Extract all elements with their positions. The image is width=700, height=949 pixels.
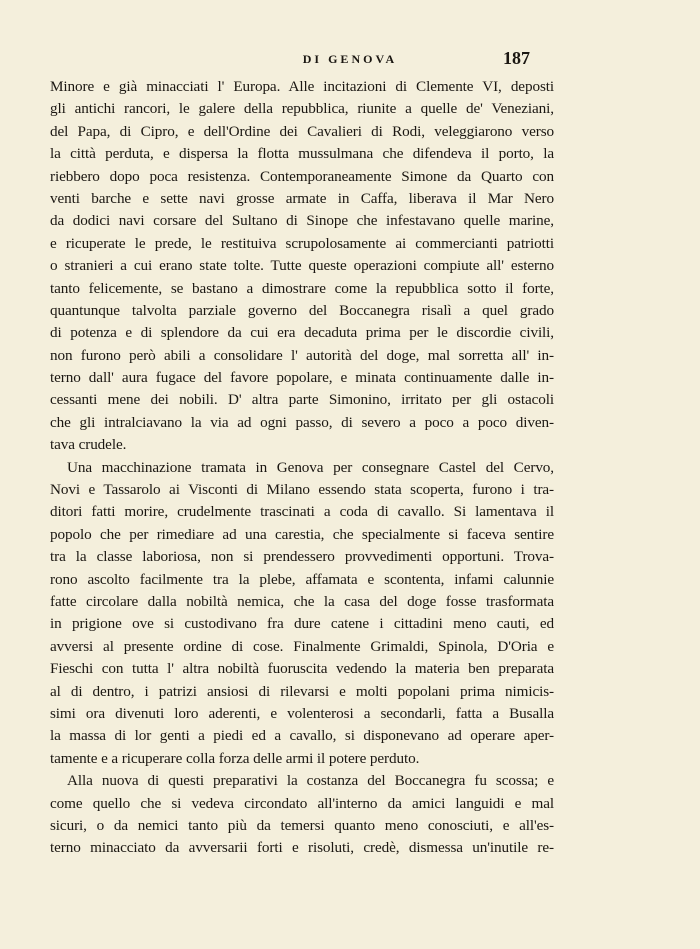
text-line: da dodici navi corsare del Sultano di Sinope che infestavano quelle marine,	[50, 212, 554, 230]
text-line: Fieschi con tutta l' altra nobiltà fuoruscita vedendo la materia ben preparata	[50, 660, 554, 678]
text-line: la massa di lor genti a piedi ed a cavallo, si disponevano ad operare aper-	[50, 727, 554, 745]
page-number: 187	[503, 48, 530, 68]
text-line: popolo che per rimediare ad una carestia, che specialmente si faceva sentire	[50, 525, 554, 543]
text-line: tra la classe laboriosa, non si prendessero provvedimenti opportuni. Trova-	[50, 548, 554, 566]
text-line: fatte circolare dalla nobiltà nemica, che la casa del doge fosse trasformata	[50, 592, 554, 610]
text-line: tava crudele.	[50, 436, 127, 454]
text-line: che gli intralciavano la via ad ogni passo, di severo a poco a poco diven-	[50, 413, 554, 431]
text-line: terno dall' aura fugace del favore popolare, e minata continuamente dalle in-	[50, 369, 554, 387]
text-line: o stranieri a cui erano state tolte. Tutte queste operazioni compiute all' esterno	[50, 257, 554, 275]
running-title: DI GENOVA	[302, 52, 398, 66]
text-line: sicuri, o da nemici tanto più da temersi quanto meno conosciuti, e all'es-	[50, 816, 554, 834]
text-line: del Papa, di Cipro, e dell'Ordine dei Cavalieri di Rodi, veleggiarono verso	[50, 122, 554, 140]
text-line: gli antichi rancori, le galere della repubblica, riunite a quelle de' Veneziani,	[50, 100, 554, 118]
text-line: di potenza e di splendore da cui era decaduta prima per le discordie civili,	[50, 324, 554, 342]
text-line: cessanti mene dei nobili. D' altra parte Simonino, irritato per gli ostacoli	[50, 391, 554, 409]
text-line: tanto felicemente, se bastano a dimostrare come la repubblica sotto il forte,	[50, 279, 554, 297]
text-line: tamente e a ricuperare colla forza delle armi il potere perduto.	[50, 749, 420, 767]
text-line: riebbero dopo poca resistenza. Contemporaneamente Simone da Quarto con	[50, 167, 554, 185]
text-line: terno minacciato da avversarii forti e risoluti, credè, dismessa un'inutile re-	[50, 839, 554, 857]
body-text	[50, 76, 554, 860]
running-head	[0, 48, 700, 70]
text-line: quantunque talvolta parziale governo del Boccanegra risalì a quel grado	[50, 301, 554, 319]
text-line: simi ora divenuti loro aderenti, e volenterosi a secondarli, fatta a Busalla	[50, 704, 554, 722]
text-line: e ricuperate le prede, le restituiva scrupolosamente ai commercianti patriotti	[50, 234, 554, 252]
text-line: al di dentro, i patrizi ansiosi di rilevarsi e molti popolani prima nimicis-	[50, 682, 554, 700]
text-line: la città perduta, e dispersa la flotta mussulmana che difendeva il porto, la	[50, 145, 554, 163]
text-line: avversi al presente ordine di cose. Finalmente Grimaldi, Spinola, D'Oria e	[50, 637, 554, 655]
text-line: Una macchinazione tramata in Genova per consegnare Castel del Cervo,	[67, 458, 554, 476]
text-line: Novi e Tassarolo ai Visconti di Milano essendo stata scoperta, furono i tra-	[50, 481, 554, 499]
text-line: come quello che si vedeva circondato all'interno da amici languidi e mal	[50, 794, 554, 812]
text-line: rono ascolto facilmente tra la plebe, affamata e scontenta, infami calunnie	[50, 570, 554, 588]
text-line: in prigione ove si custodivano fra dure catene i cittadini meno cauti, ed	[50, 615, 554, 633]
text-line: Alla nuova di questi preparativi la costanza del Boccanegra fu scossa; e	[67, 772, 554, 790]
text-line: non furono però abili a consolidare l' autorità del doge, mal sorretta all' in-	[50, 346, 554, 364]
text-line: Minore e già minacciati l' Europa. Alle incitazioni di Clemente VI, deposti	[50, 78, 554, 95]
text-line: ditori fatti morire, crudelmente trascinati a coda di cavallo. Si lamentava il	[50, 503, 554, 521]
text-line: venti barche e sette navi grosse armate in Caffa, liberava il Mar Nero	[50, 189, 554, 207]
